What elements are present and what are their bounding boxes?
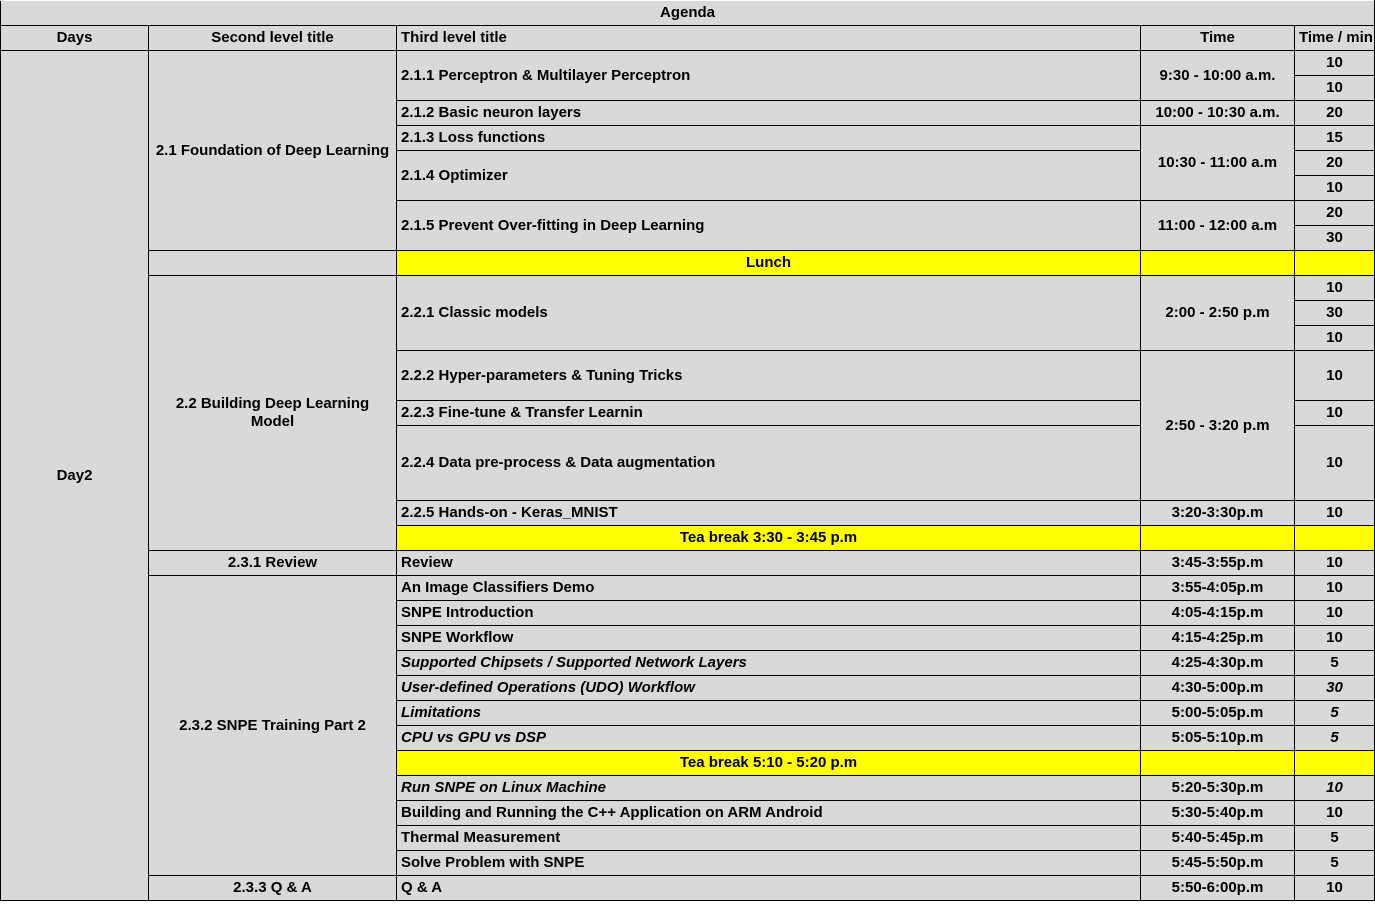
- row-title-2-1-2: 2.1.2 Basic neuron layers: [397, 101, 1141, 126]
- tea-break-banner: Tea break 3:30 - 3:45 p.m: [397, 526, 1141, 551]
- row-title-qa: Q & A: [397, 876, 1141, 901]
- row-min: 10: [1295, 326, 1375, 351]
- row-title: An Image Classifiers Demo: [397, 576, 1141, 601]
- row-title: Building and Running the C++ Application on ARM Android: [397, 801, 1141, 826]
- row-min: 5: [1295, 726, 1375, 751]
- row-min: 10: [1295, 626, 1375, 651]
- lunch-min-blank: [1295, 251, 1375, 276]
- row-title-2-2-4: 2.2.4 Data pre-process & Data augmentation: [397, 426, 1141, 501]
- row-title: SNPE Introduction: [397, 601, 1141, 626]
- section-2-3-1: 2.3.1 Review: [149, 551, 397, 576]
- row-min: 10: [1295, 551, 1375, 576]
- row-min: 30: [1295, 226, 1375, 251]
- row-time: 5:20-5:30p.m: [1141, 776, 1295, 801]
- row-title-2-2-2: 2.2.2 Hyper-parameters & Tuning Tricks: [397, 351, 1141, 401]
- header-minutes: Time / min: [1295, 26, 1375, 51]
- row-title: SNPE Workflow: [397, 626, 1141, 651]
- row-time: 4:25-4:30p.m: [1141, 651, 1295, 676]
- row-time: 5:45-5:50p.m: [1141, 851, 1295, 876]
- row-title: Limitations: [397, 701, 1141, 726]
- row-time-2-1-1: 9:30 - 10:00 a.m.: [1141, 51, 1295, 101]
- row-min: 10: [1295, 276, 1375, 301]
- row-min: 10: [1295, 76, 1375, 101]
- day-label: Day2: [1, 51, 149, 901]
- row-time: 4:15-4:25p.m: [1141, 626, 1295, 651]
- row-min: 20: [1295, 201, 1375, 226]
- row-min: 10: [1295, 176, 1375, 201]
- row-min: 10: [1295, 801, 1375, 826]
- lunch-blank: [149, 251, 397, 276]
- row-time-2-2-5: 3:20-3:30p.m: [1141, 501, 1295, 526]
- row-min: 10: [1295, 351, 1375, 401]
- row-title-2-2-1: 2.2.1 Classic models: [397, 276, 1141, 351]
- row-min: 5: [1295, 851, 1375, 876]
- agenda-title: Agenda: [1, 1, 1375, 26]
- row-time: 5:00-5:05p.m: [1141, 701, 1295, 726]
- row-time: 4:05-4:15p.m: [1141, 601, 1295, 626]
- row-min: 10: [1295, 576, 1375, 601]
- row-title: Run SNPE on Linux Machine: [397, 776, 1141, 801]
- row-title-review: Review: [397, 551, 1141, 576]
- header-days: Days: [1, 26, 149, 51]
- lunch-time-blank: [1141, 251, 1295, 276]
- section-2-1: 2.1 Foundation of Deep Learning: [149, 51, 397, 251]
- row-min: 10: [1295, 401, 1375, 426]
- row-min: 10: [1295, 876, 1375, 901]
- row-title-2-1-3: 2.1.3 Loss functions: [397, 126, 1141, 151]
- section-2-3-3: 2.3.3 Q & A: [149, 876, 397, 901]
- row-time-qa: 5:50-6:00p.m: [1141, 876, 1295, 901]
- row-min: 10: [1295, 601, 1375, 626]
- row-time-2-2-2-4: 2:50 - 3:20 p.m: [1141, 351, 1295, 501]
- row-time-2-2-1: 2:00 - 2:50 p.m: [1141, 276, 1295, 351]
- tea-time-blank: [1141, 751, 1295, 776]
- row-min: 10: [1295, 426, 1375, 501]
- row-min: 5: [1295, 651, 1375, 676]
- tea-min-blank: [1295, 751, 1375, 776]
- row-title: Thermal Measurement: [397, 826, 1141, 851]
- tea-time-blank: [1141, 526, 1295, 551]
- row-min: 5: [1295, 826, 1375, 851]
- tea-break-banner: Tea break 5:10 - 5:20 p.m: [397, 751, 1141, 776]
- section-2-2: 2.2 Building Deep Learning Model: [149, 276, 397, 551]
- row-title: Supported Chipsets / Supported Network Layers: [397, 651, 1141, 676]
- header-third-level: Third level title: [397, 26, 1141, 51]
- row-title: CPU vs GPU vs DSP: [397, 726, 1141, 751]
- row-title: Solve Problem with SNPE: [397, 851, 1141, 876]
- row-min: 5: [1295, 701, 1375, 726]
- row-time: 5:05-5:10p.m: [1141, 726, 1295, 751]
- row-time: 5:30-5:40p.m: [1141, 801, 1295, 826]
- row-min: 20: [1295, 101, 1375, 126]
- row-min: 30: [1295, 301, 1375, 326]
- row-time-2-1-2: 10:00 - 10:30 a.m.: [1141, 101, 1295, 126]
- row-title-2-1-5: 2.1.5 Prevent Over-fitting in Deep Learning: [397, 201, 1141, 251]
- row-min: 20: [1295, 151, 1375, 176]
- lunch-banner: Lunch: [397, 251, 1141, 276]
- header-second-level: Second level title: [149, 26, 397, 51]
- row-min: 10: [1295, 501, 1375, 526]
- row-title-2-1-4: 2.1.4 Optimizer: [397, 151, 1141, 201]
- header-time: Time: [1141, 26, 1295, 51]
- row-time: 5:40-5:45p.m: [1141, 826, 1295, 851]
- row-time: 3:55-4:05p.m: [1141, 576, 1295, 601]
- row-title-2-2-5: 2.2.5 Hands-on - Keras_MNIST: [397, 501, 1141, 526]
- row-min: 10: [1295, 51, 1375, 76]
- row-title-2-1-1: 2.1.1 Perceptron & Multilayer Perceptron: [397, 51, 1141, 101]
- row-time-2-1-3-4: 10:30 - 11:00 a.m: [1141, 126, 1295, 201]
- section-2-3-2: 2.3.2 SNPE Training Part 2: [149, 576, 397, 876]
- tea-min-blank: [1295, 526, 1375, 551]
- row-time: 4:30-5:00p.m: [1141, 676, 1295, 701]
- row-min: 15: [1295, 126, 1375, 151]
- row-time-2-1-5: 11:00 - 12:00 a.m: [1141, 201, 1295, 251]
- row-min: 30: [1295, 676, 1375, 701]
- row-title-2-2-3: 2.2.3 Fine-tune & Transfer Learnin: [397, 401, 1141, 426]
- row-title: User-defined Operations (UDO) Workflow: [397, 676, 1141, 701]
- row-min: 10: [1295, 776, 1375, 801]
- row-time-review: 3:45-3:55p.m: [1141, 551, 1295, 576]
